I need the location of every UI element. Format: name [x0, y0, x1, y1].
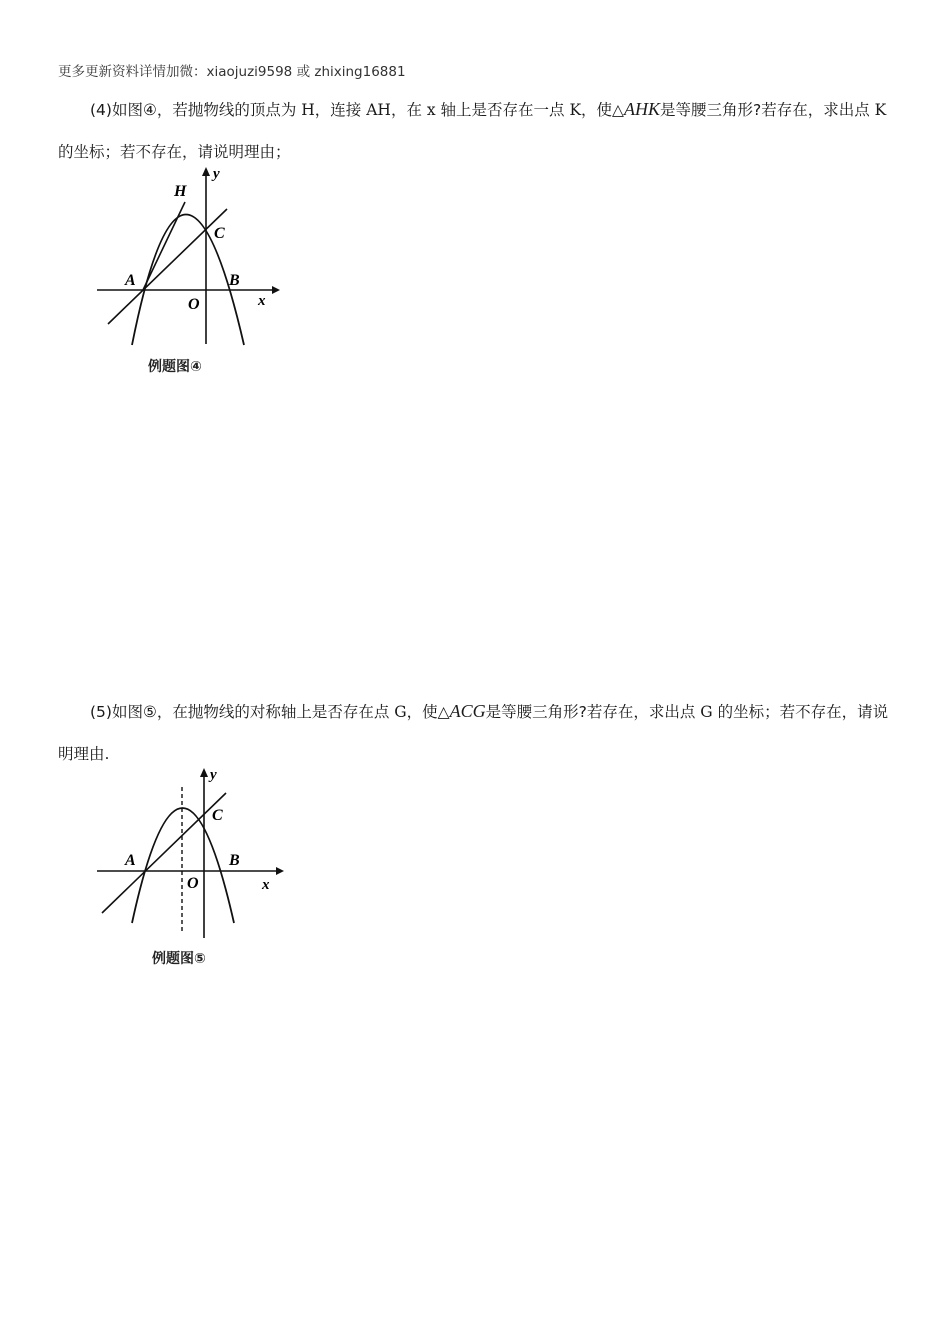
label-y: y	[210, 767, 217, 783]
label-c: C	[212, 807, 223, 824]
q4-end: 的坐标；若不存在，请说明理由；	[58, 143, 291, 161]
q5-end: 的坐标；若不存在，请说明理由.	[58, 703, 889, 763]
label-o: O	[187, 875, 199, 892]
q5-math-acg: ACG	[449, 701, 486, 721]
label-y: y	[213, 166, 220, 182]
label-a: A	[125, 852, 136, 869]
parabola-curve	[132, 808, 234, 923]
figure-5-graph	[92, 763, 287, 943]
q4-math-ahk: AHK	[623, 99, 660, 119]
q4-suffix: 是等腰三角形?若存在，求出点	[659, 101, 870, 119]
y-axis-arrow-icon	[202, 167, 210, 176]
label-b: B	[229, 272, 240, 289]
x-axis-arrow-icon	[276, 867, 284, 875]
parabola-curve	[132, 215, 244, 346]
q4-point-k: K	[869, 101, 887, 119]
line-ac	[108, 209, 227, 324]
figure-4-graph	[92, 162, 282, 352]
label-o: O	[188, 296, 200, 313]
question-4-text	[58, 88, 894, 173]
line-ah	[143, 202, 185, 290]
figure-5-caption: 例题图⑤	[152, 951, 206, 967]
q4-point-h-text: H，连接 AH，在 x 轴上是否存在一点 K，使	[296, 101, 613, 119]
q4-prefix: (4)如图④，若抛物线的顶点为	[90, 101, 297, 119]
label-b: B	[229, 852, 240, 869]
label-c: C	[214, 225, 225, 242]
page-header: 更多更新资料详情加微：xiaojuzi9598 或 zhixing16881	[58, 64, 406, 80]
y-axis-arrow-icon	[200, 768, 208, 777]
label-a: A	[125, 272, 136, 289]
label-x: x	[262, 877, 270, 893]
figure-5	[92, 763, 287, 947]
q5-triangle-symbol: △	[437, 703, 450, 721]
line-ac	[102, 793, 226, 913]
q5-point-g: G，使	[389, 703, 438, 721]
label-x: x	[258, 293, 266, 309]
q4-triangle-symbol: △	[612, 101, 624, 119]
q5-suffix: 是等腰三角形?若存在，求出点	[485, 703, 696, 721]
label-h: H	[174, 183, 187, 200]
q5-point-g2: G	[695, 703, 713, 721]
q5-prefix: (5)如图⑤，在抛物线的对称轴上是否存在点	[90, 703, 390, 721]
x-axis-arrow-icon	[272, 286, 280, 294]
figure-4-caption: 例题图④	[148, 359, 202, 375]
figure-4	[92, 162, 282, 356]
